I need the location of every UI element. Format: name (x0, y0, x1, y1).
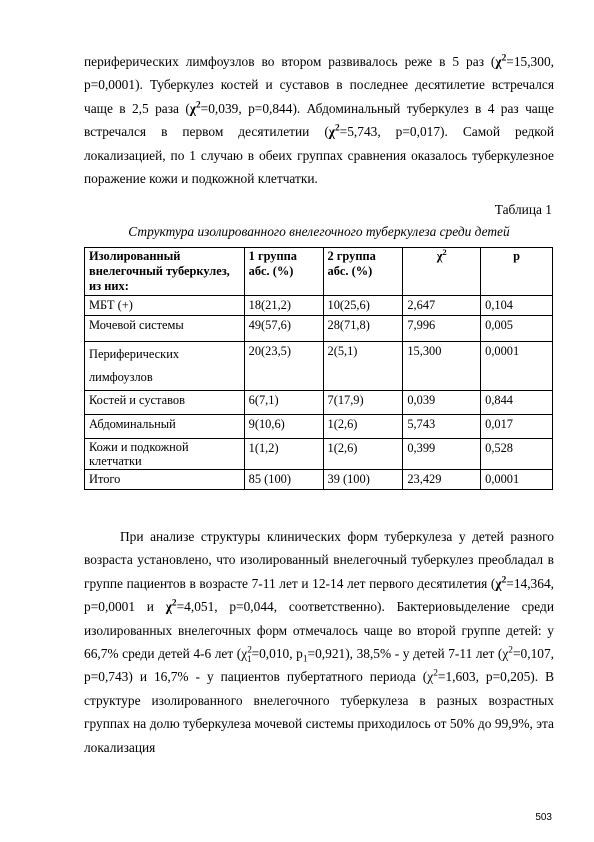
superscript: 2 (195, 100, 201, 111)
superscript: 2 (501, 53, 507, 64)
table-number: Таблица 1 (494, 202, 552, 217)
text-run: =14,364, р=0,0001 и (84, 575, 554, 615)
subscript: 1 (246, 654, 252, 665)
table-row (85, 439, 553, 470)
text-run: =0,921), 38,5% - у детей 7-11 лет (χ (307, 646, 509, 662)
chi-symbol: χ (495, 54, 502, 69)
cell-chi: 0,039 (403, 391, 481, 415)
table-row (85, 296, 553, 316)
text-run: =5,743, р=0,017). Самой редкой локализацией, по 1 случаю в обеих группах сравнения оказалось туберкулезное поражение кожи и подкожной клетчатки. (84, 124, 554, 187)
cell-name: Периферических лимфоузлов (85, 342, 245, 391)
superscript: 2 (442, 246, 447, 257)
table-row (85, 470, 553, 490)
cell-p: 0,844 (481, 391, 553, 415)
cell-chi: 5,743 (403, 415, 481, 439)
cell-g2: 39 (100) (323, 470, 403, 490)
cell-name: Мочевой системы (85, 316, 245, 342)
header-group2: 2 группа абс. (%) (323, 248, 403, 296)
cell-g2: 10(25,6) (323, 296, 403, 316)
header-group1: 1 группа абс. (%) (244, 248, 323, 296)
table-row (85, 415, 553, 439)
cell-name: Костей и суставов (85, 391, 245, 415)
cell-g1: 6(7,1) (244, 391, 323, 415)
table-row (85, 342, 553, 391)
table-caption: Структура изолированного внелегочного туберкулеза среди детей (128, 224, 510, 239)
cell-g2: 28(71,8) (323, 316, 403, 342)
cell-g2: 7(17,9) (323, 391, 403, 415)
text-run: периферических лимфоузлов во втором развивалось реже в 5 раз ( (84, 54, 496, 69)
cell-name: МБТ (+) (85, 296, 245, 316)
superscript: 2 (334, 123, 340, 134)
table-row (85, 391, 553, 415)
text-run: =0,039, р=0,844). Абдоминальный туберкулез в 4 раз чаще встречался в первом десятилетии ( (84, 100, 555, 140)
data-table (84, 247, 553, 490)
subscript: 1 (302, 654, 308, 665)
cell-g1: 9(10,6) (244, 415, 323, 439)
cell-p: 0,0001 (481, 470, 553, 490)
superscript: 2 (247, 645, 252, 656)
superscript: 2 (501, 575, 507, 586)
chi-symbol: χ (495, 575, 502, 591)
cell-name: Кожи и подкожной клетчатки (85, 439, 245, 470)
cell-chi: 7,996 (403, 316, 481, 342)
cell-chi: 2,647 (403, 296, 481, 316)
cell-g2: 2(5,1) (323, 342, 403, 391)
text-run: =1,603, р=0,205). В структуре изолированного внелегочного туберкулеза в разных возрастных группах на долю туберкулеза мочевой системы приходилось от 50% до 99,9%, эта локализация (84, 669, 555, 755)
text-run: =0,010, р (251, 646, 303, 662)
superscript: 2 (171, 598, 177, 609)
cell-g1: 18(21,2) (244, 296, 323, 316)
cell-g1: 85 (100) (244, 470, 323, 490)
superscript: 2 (508, 645, 513, 656)
cell-g1: 1(1,2) (244, 439, 323, 470)
cell-g1: 20(23,5) (244, 342, 323, 391)
page-number: 503 (535, 812, 552, 823)
header-chi (403, 248, 481, 296)
text-run: При анализе структуры клинических форм туберкулеза у детей разного возраста установлено, что изолированный внелегочный туберкулез преобладал в группе пациентов в возрасте 7-11 лет и 12-14 лет первого десятилетия ( (84, 529, 554, 591)
text-run: =15,300, р=0,0001). Туберкулез костей и суставов в последнее десятилетие встречался чаще в 2,5 раза ( (84, 54, 554, 116)
cell-g2: 1(2,6) (323, 439, 403, 470)
chi-symbol: χ (189, 100, 196, 116)
cell-chi: 23,429 (403, 470, 481, 490)
text-run: =0,107, р=0,743) и 16,7% - у пациентов пубертатного периода (χ (84, 646, 554, 685)
chi-symbol: χ (165, 599, 172, 615)
cell-p: 0,017 (481, 415, 553, 439)
cell-chi: 0,399 (403, 439, 481, 470)
paragraph-intro (84, 50, 554, 190)
cell-name: Итого (85, 470, 245, 490)
chi-symbol: χ (328, 124, 335, 140)
cell-p: 0,104 (481, 296, 553, 316)
header-localization: Изолированный внелегочный туберкулез, из них: (85, 248, 245, 296)
cell-g2: 1(2,6) (323, 415, 403, 439)
cell-p: 0,0001 (481, 342, 553, 391)
cell-g1: 49(57,6) (244, 316, 323, 342)
cell-p: 0,005 (481, 316, 553, 342)
header-p: р (481, 248, 553, 296)
cell-p: 0,528 (481, 439, 553, 470)
table-header-row (85, 248, 553, 296)
paragraph-analysis (84, 525, 554, 759)
superscript: 2 (433, 668, 438, 679)
chi-symbol: χ (436, 249, 443, 263)
table-row (85, 316, 553, 342)
text-run: =4,051, р=0,044, соответственно). Бактериовыделение среди изолированных внелегочных форм отмечалось чаще во второй группе детей: у 66,7% среди детей 4-6 лет (χ (84, 599, 554, 662)
cell-chi: 15,300 (403, 342, 481, 391)
cell-name: Абдоминальный (85, 415, 245, 439)
